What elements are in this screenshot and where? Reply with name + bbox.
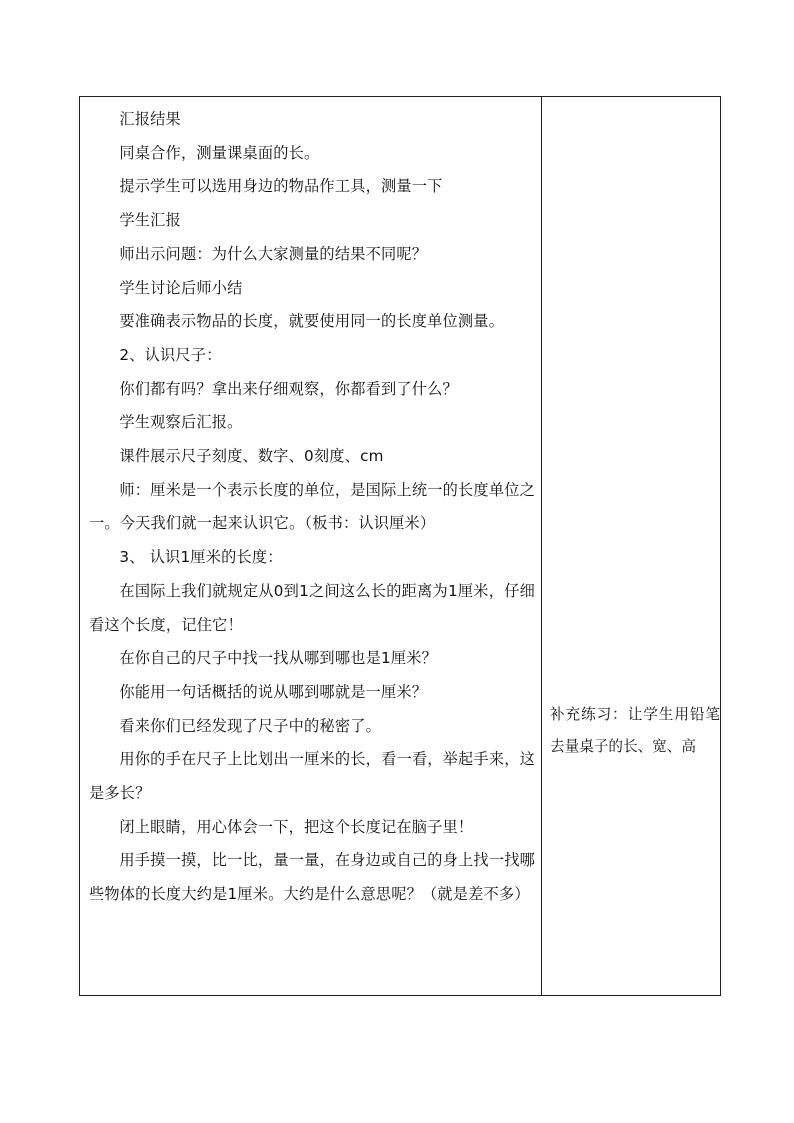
paragraph: 你们都有吗？拿出来仔细观察，你都看到了什么？ bbox=[119, 379, 458, 398]
paragraph: 用你的手在尺子上比划出一厘米的长，看一看，举起手来，这是多长？ bbox=[89, 750, 535, 803]
section-heading: 3、 认识1厘米的长度： bbox=[119, 548, 283, 567]
supplementary-exercise-note: 补充练习：让学生用铅笔去量桌子的长、宽、高 bbox=[550, 706, 720, 755]
paragraph: 课件展示尺子刻度、数字、0刻度、cm bbox=[119, 447, 384, 466]
lesson-content-cell bbox=[80, 97, 542, 995]
notes-cell bbox=[542, 97, 720, 995]
lesson-table bbox=[79, 96, 721, 996]
paragraph: 要准确表示物品的长度，就要使用同一的长度单位测量。 bbox=[119, 312, 505, 331]
paragraph: 你能用一句话概括的说从哪到哪就是一厘米？ bbox=[119, 682, 428, 701]
paragraph: 在你自己的尺子中找一找从哪到哪也是1厘米？ bbox=[119, 649, 438, 668]
paragraph: 在国际上我们就规定从0到1之间这么长的距离为1厘米，仔细看这个长度，记住它！ bbox=[89, 581, 535, 634]
paragraph: 学生汇报 bbox=[119, 211, 181, 230]
paragraph: 师出示问题：为什么大家测量的结果不同呢？ bbox=[119, 244, 428, 263]
paragraph: 同桌合作，测量课桌面的长。 bbox=[119, 143, 320, 162]
paragraph: 学生讨论后师小结 bbox=[119, 278, 243, 297]
paragraph: 汇报结果 bbox=[119, 110, 181, 128]
paragraph: 提示学生可以选用身边的物品作工具，测量一下 bbox=[119, 177, 443, 196]
paragraph: 学生观察后汇报。 bbox=[119, 413, 243, 432]
paragraph: 师：厘米是一个表示长度的单位，是国际上统一的长度单位之一。今天我们就一起来认识它。（板书：认识厘米） bbox=[89, 480, 535, 533]
section-heading: 2、认识尺子： bbox=[119, 345, 222, 364]
paragraph: 闭上眼睛，用心体会一下，把这个长度记在脑子里！ bbox=[119, 817, 474, 836]
paragraph: 看来你们已经发现了尺子中的秘密了。 bbox=[119, 716, 381, 735]
paragraph: 用手摸一摸，比一比，量一量，在身边或自己的身上找一找哪些物体的长度大约是1厘米。大约是什么意思呢？（就是差不多） bbox=[89, 851, 535, 904]
